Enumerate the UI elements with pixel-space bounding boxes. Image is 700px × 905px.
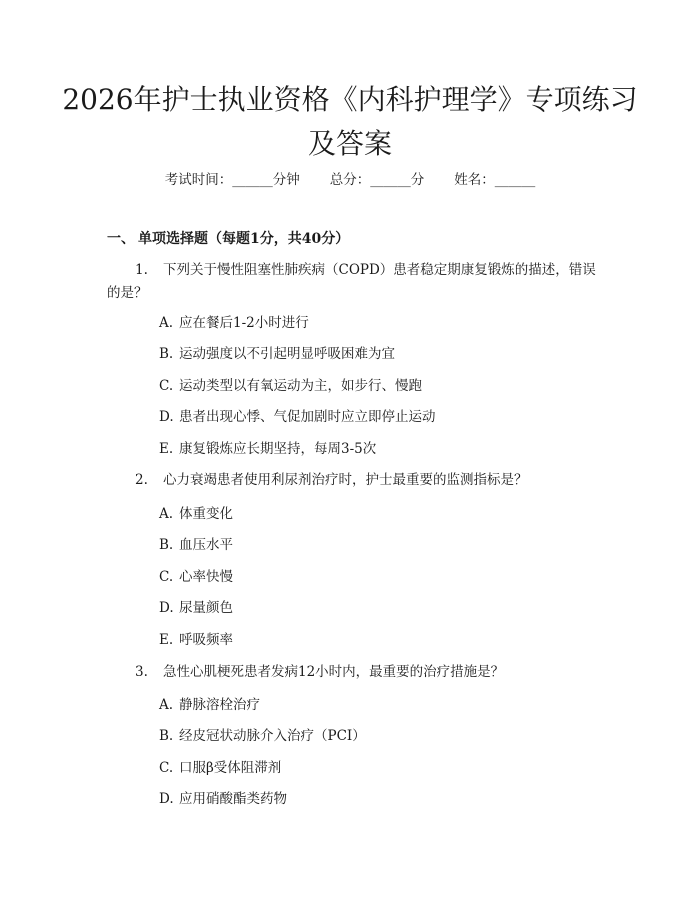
option-3b [159,726,366,746]
option-text: 心率快慢 [179,569,233,585]
exam-time-field: 考试时间：______分钟 [164,172,300,188]
option-2d [159,598,233,618]
option-text: 口服β受体阻滞剂 [179,760,282,776]
section-title: 单项选择题（每题1分，共40分） [138,231,350,247]
total-score-field: 总分：______分 [329,172,425,188]
question-number: 3. [135,664,148,680]
question-text: 心力衰竭患者使用利尿剂治疗时，护士最重要的监测指标是？ [163,472,528,488]
option-1d [159,407,436,427]
option-text: 呼吸频率 [179,632,233,648]
option-1c [159,376,422,396]
exam-meta-line [0,168,700,188]
option-1b [159,344,395,364]
option-letter: A. [159,506,174,522]
option-letter: D. [159,600,174,616]
option-letter: B. [159,346,174,362]
option-3c [159,758,281,778]
question-number: 2. [135,472,148,488]
option-text: 患者出现心悸、气促加剧时应立即停止运动 [179,409,436,425]
option-text: 经皮冠状动脉介入治疗（PCI） [179,728,366,744]
option-text: 血压水平 [179,537,233,553]
option-1e [159,439,376,459]
option-text: 体重变化 [179,506,233,522]
option-1a [159,313,309,333]
document-title: 2026年护士执业资格《内科护理学》专项练习及答案 [62,83,638,160]
question-3 [107,661,504,684]
question-text: 急性心肌梗死患者发病12小时内，最重要的治疗措施是？ [163,664,505,680]
question-number: 1. [135,262,148,278]
option-letter: B. [159,728,174,744]
option-2a [159,504,233,524]
option-2c [159,567,233,587]
option-3a [159,695,260,715]
option-letter: D. [159,409,174,425]
section-number: 一、 [107,231,135,247]
option-letter: D. [159,791,174,807]
option-text: 应用硝酸酯类药物 [179,791,287,807]
option-2e [159,630,233,650]
option-3d [159,789,287,809]
option-text: 尿量颜色 [179,600,233,616]
option-letter: E. [159,441,174,457]
option-text: 运动类型以有氧运动为主，如步行、慢跑 [179,378,422,394]
question-2 [107,469,528,492]
option-letter: A. [159,315,174,331]
question-text: 下列关于慢性阻塞性肺疾病（COPD）患者稳定期康复锻炼的描述，错误的是？ [107,262,596,301]
option-letter: E. [159,632,174,648]
option-text: 运动强度以不引起明显呼吸困难为宜 [179,346,395,362]
option-letter: C. [159,569,174,585]
option-letter: C. [159,378,174,394]
option-text: 康复锻炼应长期坚持，每周3-5次 [179,441,377,457]
question-1 [107,259,607,305]
option-text: 静脉溶栓治疗 [179,697,260,713]
name-field: 姓名：______ [454,172,536,188]
option-2b [159,535,233,555]
option-letter: B. [159,537,174,553]
option-letter: C. [159,760,174,776]
option-letter: A. [159,697,174,713]
option-text: 应在餐后1-2小时进行 [179,315,309,331]
section-heading [107,228,349,248]
